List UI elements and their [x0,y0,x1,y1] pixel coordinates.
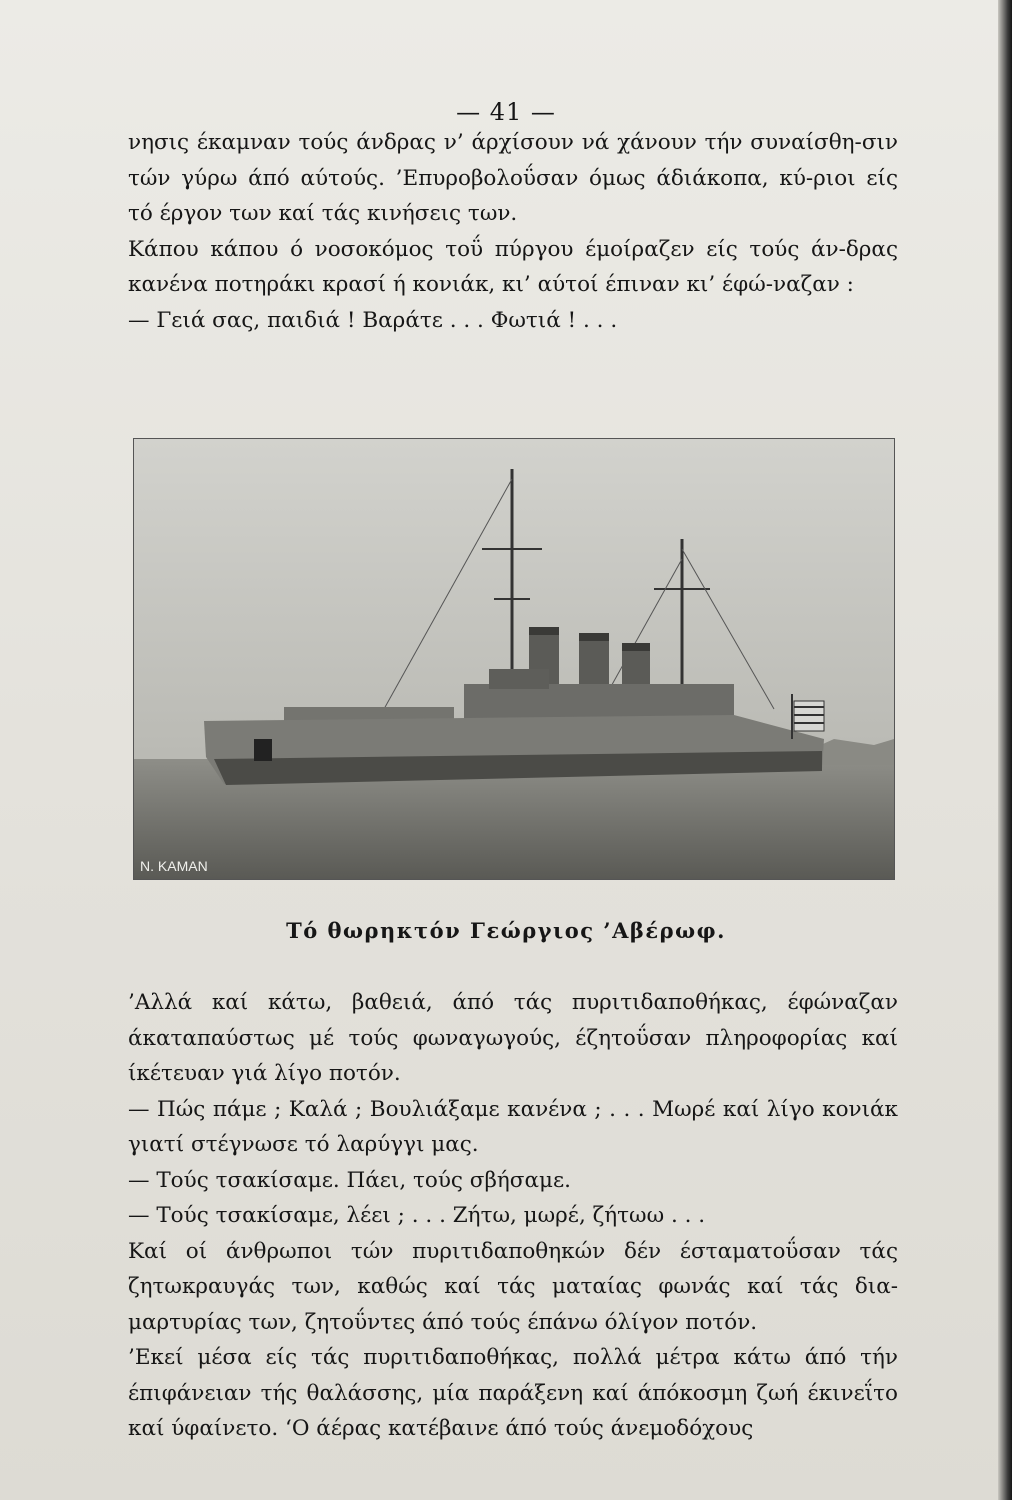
paragraph: Κάπου κάπου ό νοσοκόμος τοΰ πύργου έμοίραζεν είς τούς άν-δρας κανένα ποτηράκι κρασί ή κονιάκ, κι’ αύτοί έπιναν κι’ έφώ-ναζαν : [128,236,898,297]
dialogue-line: — Γειά σας, παιδιά ! Βαράτε . . . Φωτιά ! . . . [128,307,618,333]
paragraph: ’Εκεί μέσα είς τάς πυριτιδαποθήκας, πολλά μέτρα κάτω άπό τήν έπιφάνειαν τής θαλάσσης, μία παράξενη καί άπόκοσμη ζωή έκινεΐτο καί ύφαίνετο. ‘Ο άέρας κατέβαινε άπό τούς άνεμοδόχους [128,1345,898,1441]
text-after-photo [128,985,898,1447]
photo-caption: Τό θωρηκτόν Γεώργιος ’Αβέρωφ. [286,918,726,943]
dialogue-line: — Τούς τσακίσαμε, λέει ; . . . Ζήτω, μωρέ, ζήτωω . . . [128,1203,706,1228]
battleship-photo-icon [134,439,894,879]
paragraph: ’Αλλά καί κάτω, βαθειά, άπό τάς πυριτιδαποθήκας, έφώναζαν άκαταπαύστως μέ τούς φωναγωγούς, έζητοΰσαν πληροφορίας καί ίκέτευαν γιά λίγο ποτόν. [128,990,898,1086]
paragraph: Καί οί άνθρωποι τών πυριτιδαποθηκών δέν έσταματοΰσαν τάς ζητωκραυγάς των, καθώς καί τάς ματαίας φωνάς καί τάς δια-μαρτυρίας των, ζητοΰντες άπό τούς έπάνω όλίγον ποτόν. [128,1238,898,1335]
text-before-photo [128,125,898,338]
dialogue-line: — Πώς πάμε ; Καλά ; Βουλιάξαμε κανένα ; . . . Μωρέ καί λίγο κονιάκ γιατί στέγνωσε τό λαρύγγι μας. [128,1096,898,1157]
page-number: — 41 — [456,98,556,126]
battleship-photo [133,438,895,880]
paragraph: νησις έκαμναν τούς άνδρας ν’ άρχίσουν νά χάνουν τήν συναίσθη-σιν τών γύρω άπό αύτούς. ’Επυροβολοΰσαν όμως άδιάκοπα, κύ-ριοι είς τό έργον των καί τάς κινήσεις των. [128,130,898,226]
dialogue-line: — Τούς τσακίσαμε. Πάει, τούς σβήσαμε. [128,1167,571,1193]
photo-credit: Ν. ΚΑΜΑΝ [140,858,208,874]
page-edge-shadow [998,0,1012,1500]
